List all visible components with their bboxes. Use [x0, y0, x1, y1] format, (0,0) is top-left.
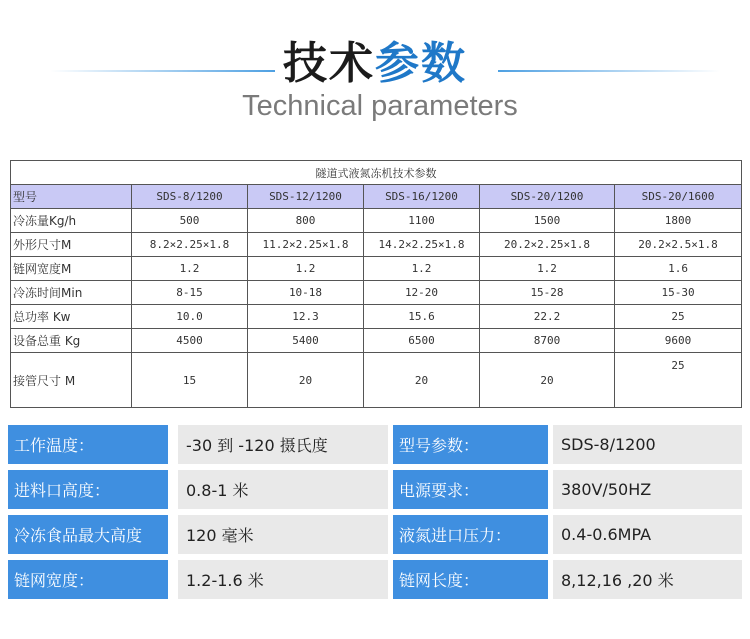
- table-header-row: [11, 185, 742, 209]
- table-cell: 15.6: [364, 305, 480, 329]
- table-cell: 1.2: [364, 257, 480, 281]
- table-cell: 1.2: [132, 257, 248, 281]
- table-cell: 4500: [132, 329, 248, 353]
- table-cell: 20.2×2.5×1.8: [615, 233, 742, 257]
- info-key: 型号参数：: [393, 425, 548, 464]
- row-label: 接管尺寸 M: [11, 353, 132, 408]
- row-label: 设备总重 Kg: [11, 329, 132, 353]
- info-key: 液氮进口压力：: [393, 515, 548, 554]
- table-cell: 6500: [364, 329, 480, 353]
- table-cell: 12-20: [364, 281, 480, 305]
- table-header-cell: 型号: [11, 185, 132, 209]
- info-value: 8,12,16 ,20 米: [553, 560, 742, 599]
- info-value: -30 到 -120 摄氏度: [178, 425, 388, 464]
- table-header-cell: SDS-12/1200: [248, 185, 364, 209]
- info-value: 0.4-0.6MPA: [553, 515, 742, 554]
- table-row: [11, 257, 742, 281]
- table-cell: 14.2×2.25×1.8: [364, 233, 480, 257]
- table-header-cell: SDS-16/1200: [364, 185, 480, 209]
- table-cell: 5400: [248, 329, 364, 353]
- table-cell: 12.3: [248, 305, 364, 329]
- table-cell: 11.2×2.25×1.8: [248, 233, 364, 257]
- info-row: [8, 515, 742, 560]
- table-cell: 15: [132, 353, 248, 408]
- table-cell: 15-28: [480, 281, 615, 305]
- info-value: SDS-8/1200: [553, 425, 742, 464]
- table-cell: 800: [248, 209, 364, 233]
- table-cell: 8.2×2.25×1.8: [132, 233, 248, 257]
- section-header: [0, 0, 750, 150]
- table-header-cell: SDS-8/1200: [132, 185, 248, 209]
- table-row: [11, 329, 742, 353]
- table-cell: 1.2: [480, 257, 615, 281]
- info-value: 380V/50HZ: [553, 470, 742, 509]
- table-row: [11, 305, 742, 329]
- table-cell: 20: [364, 353, 480, 408]
- table-cell: 25: [615, 353, 742, 408]
- table-cell: 25: [615, 305, 742, 329]
- row-label: 总功率 Kw: [11, 305, 132, 329]
- info-key: 工作温度：: [8, 425, 168, 464]
- table-row: [11, 209, 742, 233]
- info-key: 冷冻食品最大高度: [8, 515, 168, 554]
- table-cell: 20.2×2.25×1.8: [480, 233, 615, 257]
- row-label: 链网宽度M: [11, 257, 132, 281]
- row-label: 冷冻时间Min: [11, 281, 132, 305]
- table-caption: 隧道式液氮冻机技术参数: [11, 161, 742, 185]
- table-cell: 9600: [615, 329, 742, 353]
- table-cell: 10.0: [132, 305, 248, 329]
- title-dark-part: 技术: [283, 38, 375, 89]
- info-grid: [8, 425, 742, 605]
- info-row: [8, 560, 742, 605]
- info-key: 进料口高度：: [8, 470, 168, 509]
- row-label: 外形尺寸M: [11, 233, 132, 257]
- section-subtitle: Technical parameters: [242, 90, 518, 122]
- title-blue-part: 参数: [375, 38, 467, 89]
- row-label: 冷冻量Kg/h: [11, 209, 132, 233]
- info-row: [8, 425, 742, 470]
- table-header-cell: SDS-20/1200: [480, 185, 615, 209]
- info-value: 120 毫米: [178, 515, 388, 554]
- table-cell: 1100: [364, 209, 480, 233]
- table-cell: 15-30: [615, 281, 742, 305]
- table-cell: 10-18: [248, 281, 364, 305]
- table-cell: 1.2: [248, 257, 364, 281]
- table-row: [11, 281, 742, 305]
- table-cell: 1800: [615, 209, 742, 233]
- table-row: [11, 353, 742, 408]
- table-row: [11, 233, 742, 257]
- section-title: [0, 38, 750, 90]
- table-cell: 500: [132, 209, 248, 233]
- table-cell: 1.6: [615, 257, 742, 281]
- table-cell: 8-15: [132, 281, 248, 305]
- table-cell: 1500: [480, 209, 615, 233]
- table-cell: 8700: [480, 329, 615, 353]
- info-value: 0.8-1 米: [178, 470, 388, 509]
- info-key: 链网宽度：: [8, 560, 168, 599]
- table-cell: 20: [480, 353, 615, 408]
- info-value: 1.2-1.6 米: [178, 560, 388, 599]
- info-key: 电源要求：: [393, 470, 548, 509]
- spec-table: [10, 160, 742, 408]
- info-row: [8, 470, 742, 515]
- table-header-cell: SDS-20/1600: [615, 185, 742, 209]
- table-cell: 20: [248, 353, 364, 408]
- table-cell: 22.2: [480, 305, 615, 329]
- info-key: 链网长度：: [393, 560, 548, 599]
